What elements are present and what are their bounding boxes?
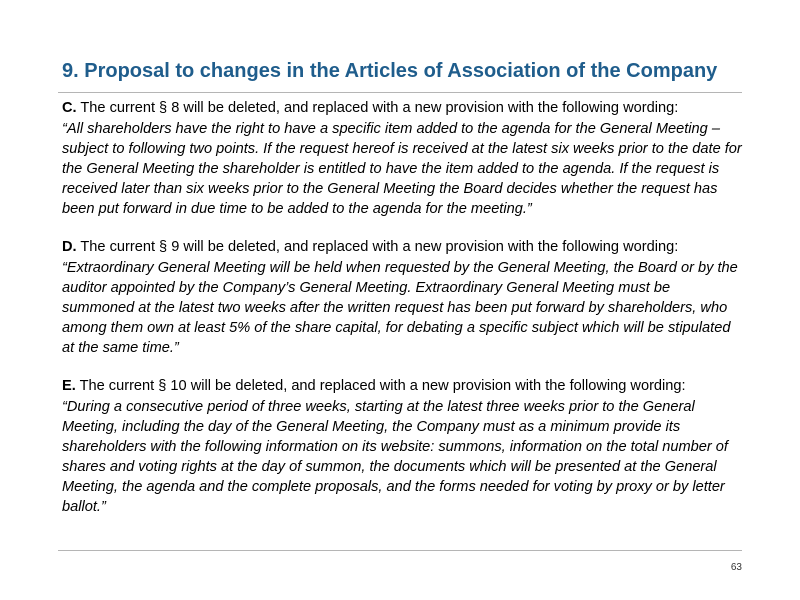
page-number: 63 xyxy=(730,562,742,573)
footer-divider xyxy=(58,550,742,551)
section-lead-text: The current § 10 will be deleted, and replaced with a new provision with the following wording: xyxy=(75,378,686,394)
section-e xyxy=(62,376,742,517)
provision-quote: “All shareholders have the right to have a specific item added to the agenda for the General Meeting – subject to following two points. If the request hereof is received at the latest six weeks prior to the date for the General Meeting the shareholder is entitled to have the item added to the agenda. If the request is received later than six weeks prior to the General Meeting the Board decides whether the request has been put forward in due time to be added to the agenda for the meeting.” xyxy=(62,121,742,217)
section-lead xyxy=(62,376,742,396)
section-d xyxy=(62,237,742,358)
title-divider xyxy=(58,92,742,93)
section-lead xyxy=(62,237,742,257)
provision-quote: “During a consecutive period of three weeks, starting at the latest three weeks prior to the General Meeting, including the day of the General Meeting, the Company must as a minimum provide its shareholders with the following information on its website: summons, information on the total number of shares and voting rights at the day of summon, the documents which will be presented at the General Meeting, the agenda and the complete proposals, and the forms needed for voting by proxy or by letter ballot.” xyxy=(62,399,728,515)
section-letter: C. xyxy=(62,100,77,116)
slide-body xyxy=(62,98,742,535)
section-lead-text: The current § 9 will be deleted, and replaced with a new provision with the following wording: xyxy=(76,239,679,255)
section-letter: D. xyxy=(62,239,77,255)
page-title: 9. Proposal to changes in the Articles of Association of the Company xyxy=(62,60,718,82)
provision-quote: “Extraordinary General Meeting will be held when requested by the General Meeting, the Board or by the auditor appointed by the Company’s General Meeting. Extraordinary General Meeting must be summoned at the latest two weeks after the written request has been put forward by shareholders, who among them own at least 5% of the share capital, for debating a specific subject which will be stipulated at the same time.” xyxy=(62,260,738,356)
section-lead xyxy=(62,98,742,118)
section-c xyxy=(62,98,742,219)
section-letter: E. xyxy=(62,378,76,394)
section-lead-text: The current § 8 will be deleted, and replaced with a new provision with the following wording: xyxy=(76,100,679,116)
